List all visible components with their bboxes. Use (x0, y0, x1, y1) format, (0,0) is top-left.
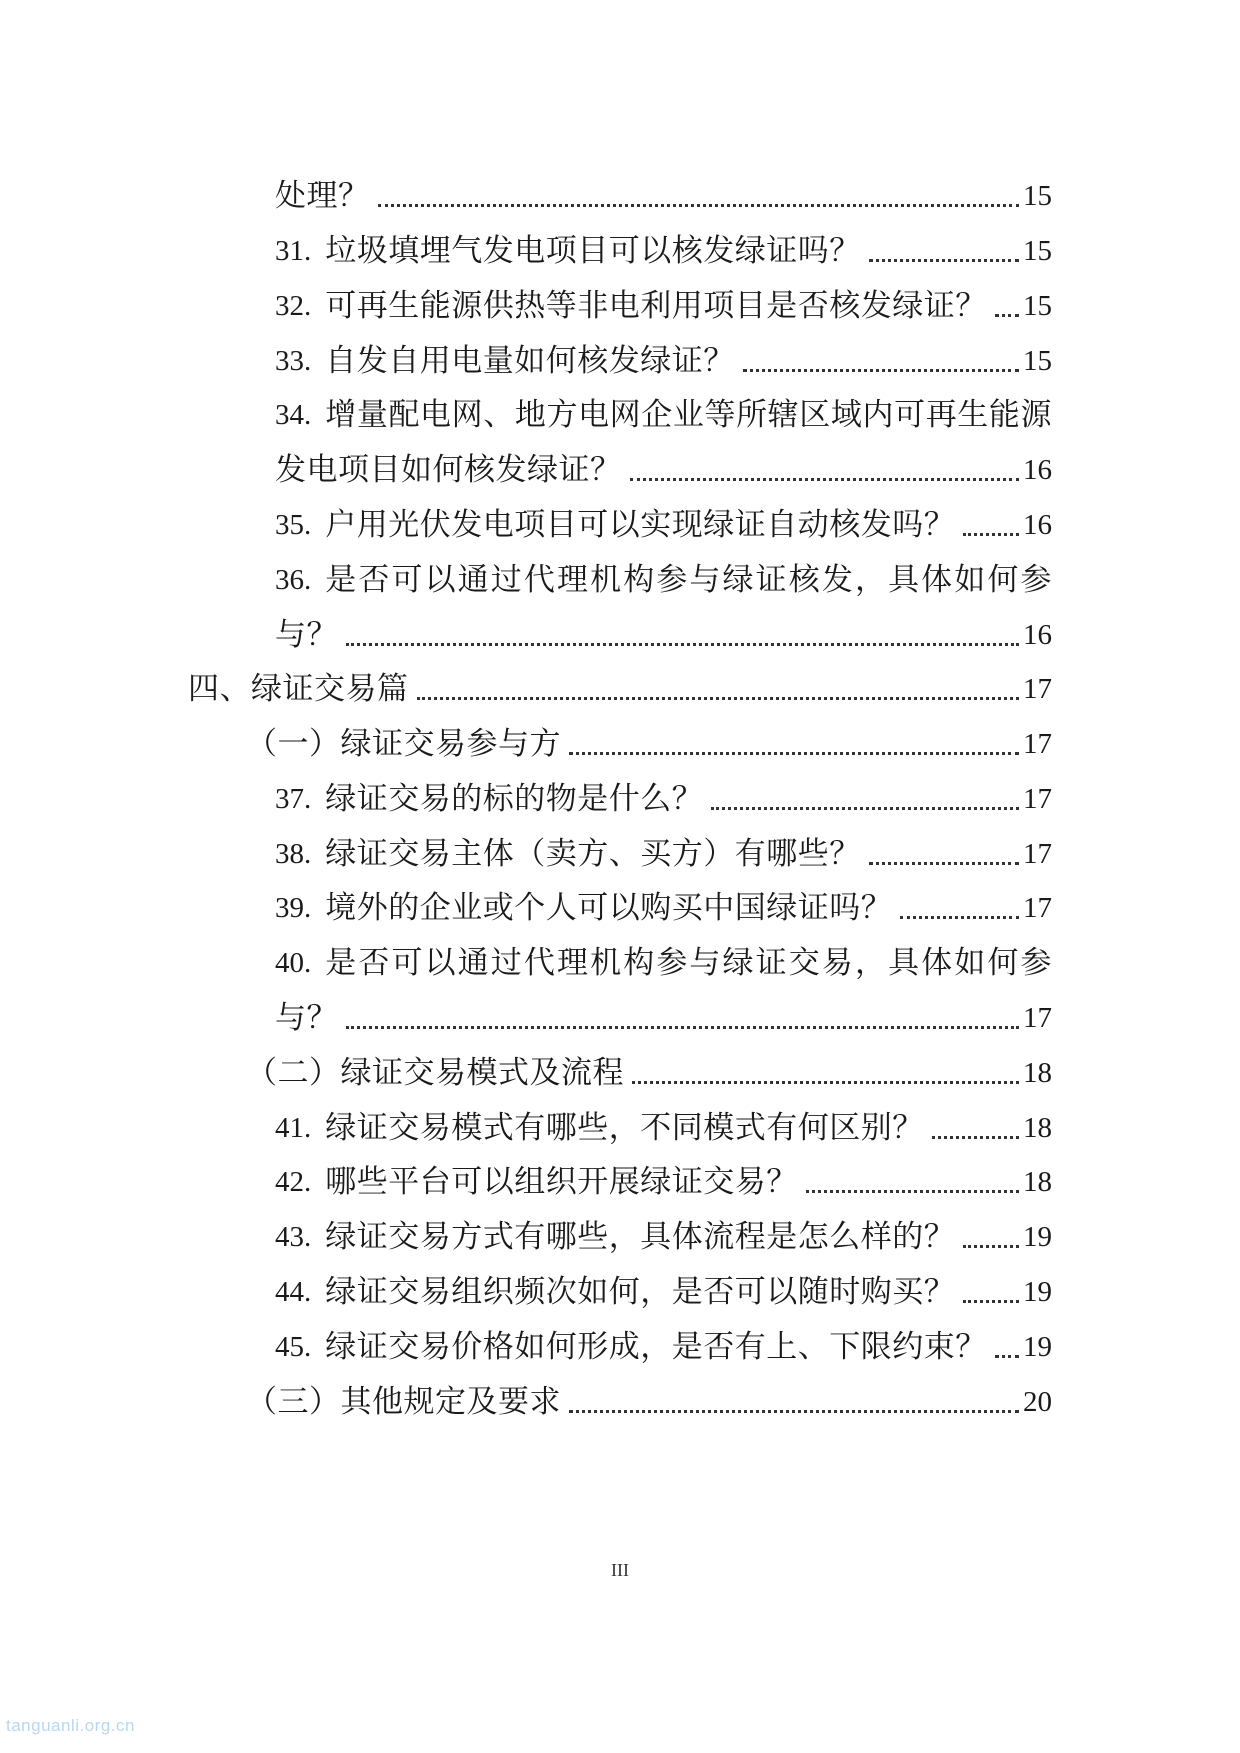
toc-entry-number: 44. (275, 1276, 312, 1308)
toc-entry-number: 40. (275, 947, 312, 979)
toc-page-number: 17 (1023, 892, 1052, 924)
toc-dot-leader (569, 752, 1019, 755)
toc-entry-text: 垃圾填埋气发电项目可以核发绿证吗？ (325, 233, 861, 269)
toc-dot-leader (632, 1081, 1019, 1084)
toc-entry-text: 自发自用电量如何核发绿证？ (325, 343, 735, 379)
toc-entry-text: 处理？ (275, 178, 370, 214)
toc-entry (246, 706, 1052, 766)
toc-page-number: 18 (1023, 1112, 1052, 1144)
toc-page-number: 18 (1023, 1057, 1052, 1089)
toc-entry (275, 1090, 1052, 1150)
toc-page-number: 19 (1023, 1221, 1052, 1253)
toc-page-number: 15 (1023, 345, 1052, 377)
toc-page-number: 17 (1023, 728, 1052, 760)
toc-page-number: 17 (1023, 673, 1052, 705)
toc-page-number: 16 (1023, 509, 1052, 541)
toc-dot-leader (932, 1136, 1019, 1139)
toc-dot-leader (346, 1026, 1019, 1029)
toc-entry (275, 323, 1052, 383)
toc-entry (275, 761, 1052, 821)
toc-page-number: 15 (1023, 180, 1052, 212)
toc-entry-text: 是否可以通过代理机构参与绿证交易，具体如何参 (325, 945, 1052, 981)
toc-dot-leader (806, 1190, 1019, 1193)
toc-entry-text: （三）其他规定及要求 (246, 1384, 561, 1420)
toc-entry (275, 1254, 1052, 1314)
toc-entry-text: 哪些平台可以组织开展绿证交易？ (325, 1164, 798, 1200)
toc-dot-leader (963, 533, 1019, 536)
toc-entry (275, 1309, 1052, 1369)
toc-entry-number: 41. (275, 1112, 312, 1144)
page-number-footer: III (611, 1560, 629, 1580)
toc-entry-text: 绿证交易方式有哪些，具体流程是怎么样的？ (325, 1219, 956, 1255)
toc-page-number: 15 (1023, 235, 1052, 267)
toc-entry-number: 31. (275, 235, 312, 267)
toc-dot-leader (711, 807, 1019, 810)
toc-entry-number: 39. (275, 892, 312, 924)
toc-entry-number: 43. (275, 1221, 312, 1253)
toc-dot-leader (869, 862, 1019, 865)
toc-entry (275, 377, 1052, 437)
toc-dot-leader (900, 916, 1019, 919)
toc-entry-number: 32. (275, 290, 312, 322)
toc-dot-leader (963, 1245, 1019, 1248)
toc-entry-number: 38. (275, 838, 312, 870)
toc-page-number: 18 (1023, 1166, 1052, 1198)
toc-entry-text: 绿证交易价格如何形成，是否有上、下限约束？ (325, 1329, 987, 1365)
toc-entry-text: （二）绿证交易模式及流程 (246, 1055, 624, 1091)
toc-entry (275, 213, 1052, 273)
toc-dot-leader (995, 1355, 1019, 1358)
toc-entry (275, 158, 1052, 218)
toc-entry-number: 35. (275, 509, 312, 541)
toc-entry-text: 绿证交易主体（卖方、买方）有哪些？ (325, 836, 861, 872)
toc-entry-number: 34. (275, 399, 312, 431)
toc-entry-text: 四、绿证交易篇 (188, 671, 409, 707)
toc-entry-number: 36. (275, 564, 312, 596)
toc-entry-text: 绿证交易模式有哪些，不同模式有何区别？ (325, 1110, 924, 1146)
toc-entry-number: 45. (275, 1331, 312, 1363)
toc-entry-number: 42. (275, 1166, 312, 1198)
toc-entry (246, 1035, 1052, 1095)
toc-page-number: 16 (1023, 619, 1052, 651)
toc-page-number: 16 (1023, 454, 1052, 486)
toc-entry (275, 268, 1052, 328)
toc-dot-leader (346, 643, 1019, 646)
toc-entry (275, 925, 1052, 985)
toc-dot-leader (569, 1410, 1019, 1413)
toc-entry (275, 816, 1052, 876)
toc-entry (275, 542, 1052, 602)
toc-entry-text: 与？ (275, 1000, 338, 1036)
toc-dot-leader (963, 1300, 1019, 1303)
toc-entry (275, 1144, 1052, 1204)
toc-entry (275, 980, 1052, 1040)
toc-entry-text: 发电项目如何核发绿证？ (275, 452, 622, 488)
toc-dot-leader (630, 478, 1020, 481)
toc-dot-leader (378, 204, 1020, 207)
toc-entry (275, 432, 1052, 492)
toc-entry-number: 37. (275, 783, 312, 815)
watermark: tanguanli.org.cn (6, 1716, 135, 1735)
toc-entry (275, 487, 1052, 547)
toc-entry-number: 33. (275, 345, 312, 377)
toc-entry-text: 与？ (275, 617, 338, 653)
toc-entry-text: 是否可以通过代理机构参与绿证核发，具体如何参 (325, 562, 1052, 598)
toc-entry (246, 1364, 1052, 1424)
toc-entry (188, 651, 1052, 711)
toc-entry-text: 境外的企业或个人可以购买中国绿证吗？ (325, 890, 893, 926)
toc-entry-text: 可再生能源供热等非电利用项目是否核发绿证？ (325, 288, 987, 324)
toc-entry-text: 绿证交易组织频次如何，是否可以随时购买？ (325, 1274, 956, 1310)
toc-page-number: 17 (1023, 1002, 1052, 1034)
toc-page-number: 17 (1023, 838, 1052, 870)
toc-dot-leader (869, 259, 1019, 262)
toc-entry (275, 870, 1052, 930)
toc-entry-text: 户用光伏发电项目可以实现绿证自动核发吗？ (325, 507, 956, 543)
toc-dot-leader (995, 314, 1019, 317)
toc-entry-text: 增量配电网、地方电网企业等所辖区域内可再生能源 (325, 397, 1052, 433)
toc-entry-text: 绿证交易的标的物是什么？ (325, 781, 704, 817)
toc-page-number: 15 (1023, 290, 1052, 322)
toc-entry (275, 597, 1052, 657)
toc-entry (275, 1199, 1052, 1259)
toc-entry-text: （一）绿证交易参与方 (246, 726, 561, 762)
toc-page-number: 19 (1023, 1331, 1052, 1363)
toc-dot-leader (743, 369, 1019, 372)
toc-page-number: 19 (1023, 1276, 1052, 1308)
toc-page-number: 20 (1023, 1386, 1052, 1418)
toc-page-number: 17 (1023, 783, 1052, 815)
toc-dot-leader (417, 697, 1020, 700)
